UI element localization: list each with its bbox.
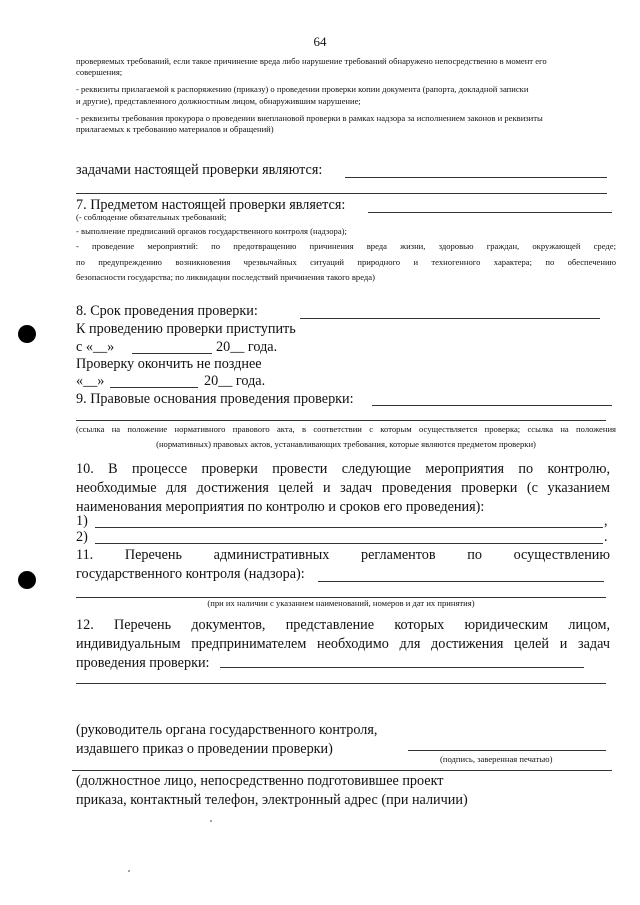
section-10-line: наименования мероприятия по контролю и сроков его проведения): (76, 499, 485, 516)
section-10 (76, 460, 610, 518)
page-number: 64 (313, 34, 327, 49)
start-label: К проведению проверки приступить (76, 321, 296, 337)
end-month-field[interactable] (110, 387, 198, 388)
intro-line: и другие), представленного должностным лицом, обнаружившим нарушение; (76, 95, 361, 106)
section-10-line: необходимые для достижения целей и задач проведения проверки (с указанием (76, 480, 610, 497)
section-11-line: 11. Перечень административных регламентов по осуществлению (76, 547, 610, 563)
legal-basis-field-line[interactable] (372, 405, 612, 406)
section-11-line: государственного контроля (надзора): (76, 566, 305, 583)
head-line: (руководитель органа государственного контроля, (76, 722, 378, 738)
intro-line: - реквизиты прилагаемой к распоряжению (приказу) о проведении проверки копии документа (рапорта, докладной записки (76, 84, 529, 95)
end-year: 20__ года. (204, 373, 266, 389)
section-10-line: 10. В процессе проверки провести следующие мероприятия по контролю, (76, 461, 610, 477)
intro-line: совершения; (76, 67, 123, 78)
item-1-field[interactable] (95, 527, 603, 528)
tasks-field-line[interactable] (345, 177, 607, 178)
legal-basis-field-line-2[interactable] (76, 420, 606, 421)
note-line: (- соблюдение обязательных требований; (76, 212, 227, 222)
section-12-line: 12. Перечень документов, представление которых юридическим лицом, (76, 617, 610, 633)
start-year: 20__ года. (216, 339, 278, 355)
note-line: (нормативных) правовых актов, устанавливающих требования, которые являются предметом проверки) (156, 439, 536, 450)
end-date-prefix: «__» (76, 373, 105, 389)
section-8-label: 8. Срок проведения проверки: (76, 303, 258, 319)
note-line: (ссылка на положение нормативного правового акта, в соответствии с которым осуществляется проверка; ссылка на положения (76, 424, 616, 434)
tasks-label: задачами настоящей проверки являются: (76, 162, 323, 178)
hole-punch (18, 571, 36, 589)
head-label (76, 721, 377, 759)
end-label: Проверку окончить не позднее (76, 356, 262, 372)
official-line: (должностное лицо, непосредственно подготовившее проект (76, 773, 444, 789)
section-7-note (76, 212, 616, 283)
separator-line (72, 770, 612, 771)
note-line: - проведение мероприятий: по предотвращению причинения вреда жизни, здоровью граждан, окружающей среде; (76, 241, 616, 252)
intro-line: прилагаемых к требованию материалов и обращений) (76, 123, 274, 134)
official-label (76, 772, 468, 810)
signature-note: (подпись, заверенная печатью) (440, 754, 553, 764)
hole-punch (18, 325, 36, 343)
note-line: безопасности государства; по ликвидации последствий причинения такого вреда) (76, 271, 375, 282)
regulations-field-line[interactable] (318, 581, 604, 582)
intro-note (76, 56, 616, 135)
term-field-line[interactable] (300, 318, 600, 319)
item-2-field[interactable] (95, 543, 603, 544)
section-9-label: 9. Правовые основания проведения проверки: (76, 391, 354, 407)
section-12-line: индивидуальным предпринимателем необходимо для достижения целей и задач (76, 636, 610, 653)
section-9-note (76, 424, 616, 450)
scan-speck (128, 870, 130, 872)
head-line: издавшего приказ о проведении проверки) (76, 741, 333, 758)
section-12-line: проведения проверки: (76, 655, 210, 672)
intro-line: - реквизиты требования прокурора о проведении внеплановой проверки в рамках надзора за исполнением законов и реквизиты (76, 112, 543, 123)
scan-speck (210, 820, 212, 822)
official-line: приказа, контактный телефон, электронный адрес (при наличии) (76, 792, 468, 809)
intro-line: проверяемых требований, если такое причинение вреда либо нарушение требований обнаружено непосредственно в момент его (76, 56, 547, 66)
signature-line[interactable] (408, 750, 606, 751)
start-date-prefix: с «__» (76, 339, 115, 355)
item-1-label: 1) (76, 513, 88, 529)
section-11 (76, 546, 610, 584)
section-11-note: (при их наличии с указанием наименований, номеров и дат их принятия) (207, 598, 475, 608)
item-2-label: 2) (76, 529, 88, 545)
documents-field-line[interactable] (220, 667, 584, 668)
documents-field-line-2[interactable] (76, 683, 606, 684)
note-line: по предупреждению возникновения чрезвычайных ситуаций природного и техногенного характера; по обеспечению (76, 256, 616, 267)
note-line: - выполнение предписаний органов государственного контроля (надзора); (76, 226, 347, 237)
tasks-field-line-2[interactable] (76, 193, 607, 194)
section-12 (76, 616, 610, 674)
item-1-end: , (604, 513, 608, 529)
item-2-end: . (604, 529, 608, 545)
start-month-field[interactable] (132, 353, 212, 354)
section-7-label: 7. Предметом настоящей проверки является: (76, 197, 346, 213)
